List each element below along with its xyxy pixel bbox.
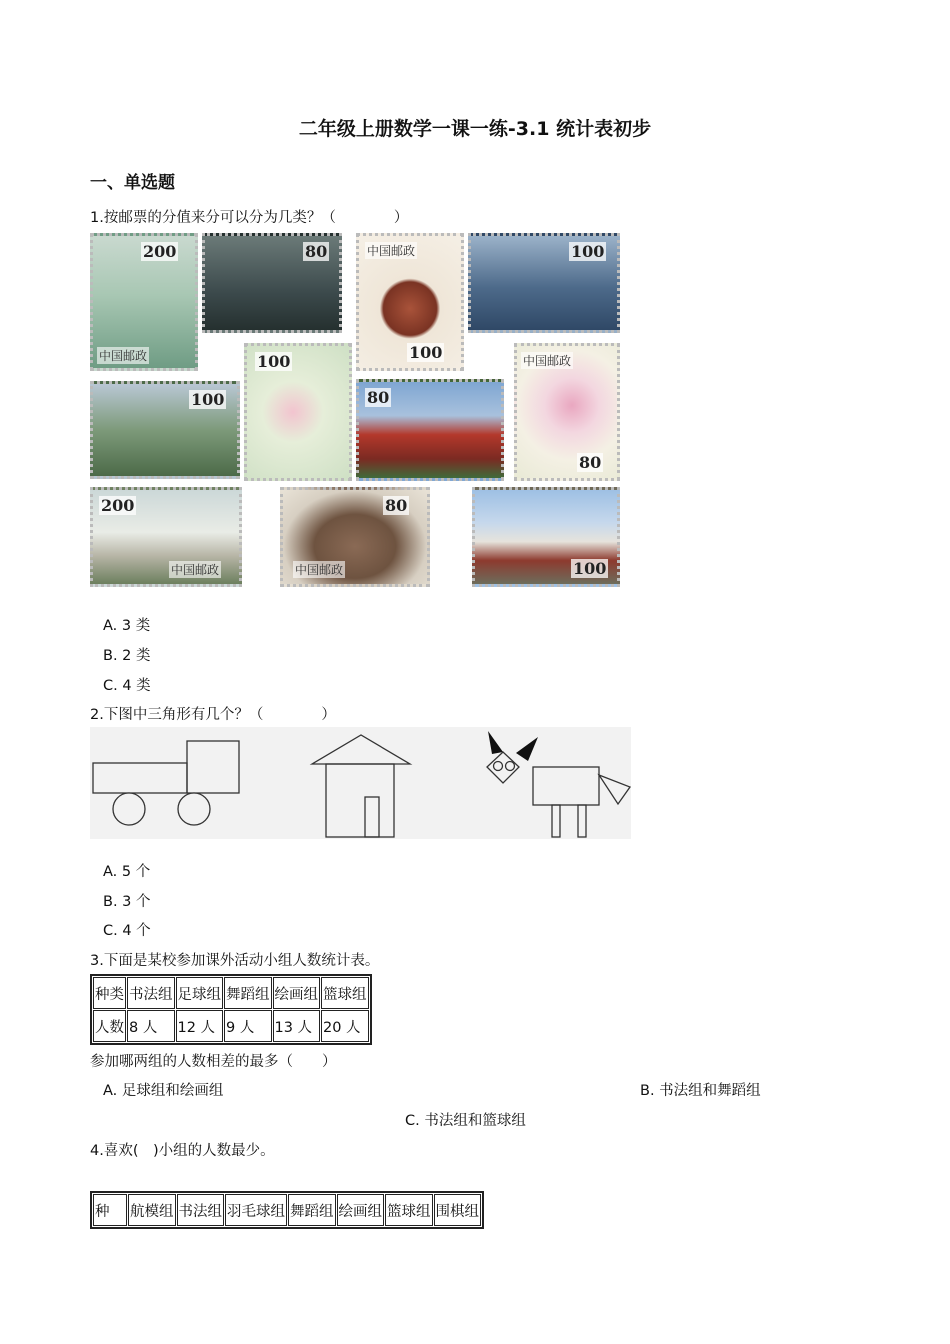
- question-3-text: 3.下面是某校参加课外活动小组人数统计表。: [90, 953, 380, 969]
- q2-option-a[interactable]: A. 5 个: [103, 864, 151, 880]
- table-cell: 书法组: [127, 977, 175, 1009]
- stamp-collage: [90, 233, 622, 589]
- question-2-text: 2.下图中三角形有几个？（ ）: [90, 707, 336, 723]
- house-wall-rect: [326, 764, 394, 837]
- table-cell: 书法组: [177, 1194, 225, 1226]
- table-cell: 舞蹈组: [224, 977, 272, 1009]
- table-cell: 篮球组: [321, 977, 369, 1009]
- table-cell: 8 人: [127, 1010, 175, 1042]
- horse-leg-right: [578, 805, 586, 837]
- shapes-svg: [90, 727, 631, 839]
- stamp-tiananmen-80: [356, 379, 504, 481]
- stamp-value: 80: [367, 388, 390, 407]
- q1-option-a[interactable]: A. 3 类: [103, 618, 151, 634]
- truck-body-rect: [93, 763, 187, 793]
- stamp-label: 中国邮政: [99, 349, 148, 363]
- page-title: 二年级上册数学一课一练-3.1 统计表初步: [298, 118, 652, 140]
- stamp-value: 200: [143, 242, 177, 261]
- table-row: [93, 1010, 369, 1042]
- q3-prompt: 参加哪两组的人数相差的最多（ ）: [90, 1054, 337, 1070]
- stamp-value: 100: [573, 559, 607, 578]
- stamp-value: 80: [579, 453, 602, 472]
- stamp-label: 中国邮政: [367, 244, 416, 258]
- table-cell: 足球组: [176, 977, 224, 1009]
- horse-leg-left: [552, 805, 560, 837]
- stamp-navy-100: [468, 233, 620, 333]
- table-cell: 篮球组: [385, 1194, 433, 1226]
- stamp-value: 100: [191, 390, 225, 409]
- q3-stat-table: [90, 974, 372, 1045]
- shapes-figure: [90, 727, 631, 839]
- table-cell: 20 人: [321, 1010, 369, 1042]
- table-cell: 围棋组: [434, 1194, 482, 1226]
- stamp-value: 200: [101, 496, 135, 515]
- table-cell: 绘画组: [273, 977, 321, 1009]
- horse-ear-left-triangle: [488, 731, 503, 754]
- table-cell: 羽毛球组: [225, 1194, 287, 1226]
- table-row: [93, 1194, 481, 1226]
- stamp-hall-200: [90, 487, 242, 587]
- stamp-value: 80: [305, 242, 328, 261]
- question-1-text: 1.按邮票的分值来分可以分为几类？（ ）: [90, 210, 409, 226]
- table-row: [93, 977, 369, 1009]
- truck-cab-square: [187, 741, 239, 793]
- house-roof-triangle: [312, 735, 410, 764]
- stamp-soldiers-200: [90, 233, 198, 371]
- table-cell: 人数: [93, 1010, 126, 1042]
- table-cell: 航模组: [128, 1194, 176, 1226]
- stamp-value: 100: [257, 352, 291, 371]
- stamp-teapot-100: [356, 233, 464, 371]
- table-cell: 13 人: [273, 1010, 321, 1042]
- q3-option-c[interactable]: C. 书法组和篮球组: [405, 1113, 526, 1129]
- table-cell: 种类: [93, 977, 126, 1009]
- stamp-label: 中国邮政: [523, 354, 572, 368]
- q2-option-c[interactable]: C. 4 个: [103, 923, 151, 939]
- stamp-value: 100: [409, 343, 443, 362]
- horse-ear-right-triangle: [516, 737, 538, 761]
- q4-stat-table: [90, 1191, 484, 1229]
- horse-tail-triangle: [599, 775, 630, 804]
- stamp-peony-80: [514, 343, 620, 481]
- stamp-soldier-100: [90, 381, 240, 479]
- horse-eye-left: [494, 762, 503, 771]
- stamp-label: 中国邮政: [295, 563, 344, 577]
- stamp-label: 中国邮政: [171, 563, 220, 577]
- q3-option-a[interactable]: A. 足球组和绘画组: [103, 1083, 224, 1099]
- house-door-rect: [365, 797, 379, 837]
- q1-option-c[interactable]: C. 4 类: [103, 678, 151, 694]
- q2-option-b[interactable]: B. 3 个: [103, 894, 151, 910]
- horse-body-rect: [533, 767, 599, 805]
- truck-wheel-left: [113, 793, 145, 825]
- section-heading: 一、单选题: [90, 173, 175, 193]
- q1-option-b[interactable]: B. 2 类: [103, 648, 151, 664]
- stamp-value: 100: [571, 242, 605, 261]
- stamp-troops-80: [202, 233, 342, 333]
- table-cell: 舞蹈组: [288, 1194, 336, 1226]
- truck-wheel-right: [178, 793, 210, 825]
- stamp-value: 80: [385, 496, 408, 515]
- stamp-pottery-80: [280, 487, 430, 587]
- table-cell: 绘画组: [337, 1194, 385, 1226]
- question-4-text: 4.喜欢( )小组的人数最少。: [90, 1143, 275, 1159]
- table-cell: 9 人: [224, 1010, 272, 1042]
- stamp-lotus-100: [244, 343, 352, 481]
- table-cell: 12 人: [176, 1010, 224, 1042]
- stamp-potala-100: [472, 487, 620, 587]
- table-cell: 种: [93, 1194, 127, 1226]
- q3-option-b[interactable]: B. 书法组和舞蹈组: [640, 1083, 761, 1099]
- horse-eye-right: [506, 762, 515, 771]
